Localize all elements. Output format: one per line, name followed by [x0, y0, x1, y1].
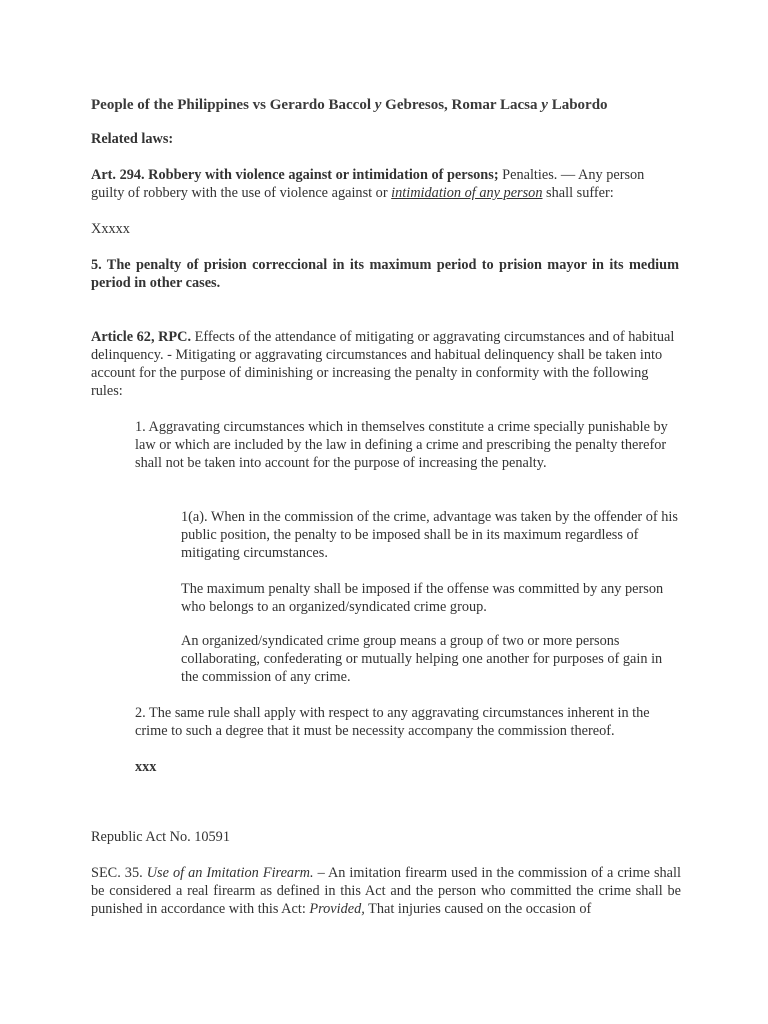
- rule-1a: 1(a). When in the commission of the crime, advantage was taken by the offender of his public position, the penalty to be imposed shall be in its maximum regardless of mitigating circumstances.: [181, 509, 678, 561]
- rule-1a-maximum-penalty: The maximum penalty shall be imposed if the offense was committed by any person who belongs to an organized/syndicated crime group.: [181, 581, 664, 615]
- ellipsis-xxxxx: Xxxxx: [91, 221, 130, 237]
- rule-2: 2. The same rule shall apply with respect to any aggravating circumstances inherent in the crime to such a degree that it must be necessity accompany the commission thereof.: [135, 705, 650, 739]
- republic-act-heading: Republic Act No. 10591: [91, 829, 230, 845]
- sec-35-paragraph: SEC. 35. Use of an Imitation Firearm. – An imitation firearm used in the commission of a crime shall be considered a real firearm as defined in this Act and the person who committed the crime shall be punished in accordance with this Act: Provided, That injuries caused on the occasion of: [91, 865, 681, 917]
- ellipsis-xxx: xxx: [135, 759, 157, 775]
- art-294-paragraph: Art. 294. Robbery with violence against or intimidation of persons; Penalties. — Any person guilty of robbery with the use of violence against or intimidation of any person shall suffer:: [91, 167, 645, 201]
- related-laws-heading: Related laws:: [91, 131, 174, 147]
- rule-1a-definition: An organized/syndicated crime group means a group of two or more persons collaborating, confederating or mutually helping one another for purposes of gain in the commission of any crime.: [181, 633, 663, 685]
- article-62-paragraph: Article 62, RPC. Effects of the attendance of mitigating or aggravating circumstances and of habitual delinquency. - Mitigating or aggravating circumstances and habitual delinquency shall be taken into account for the purpose of diminishing or increasing the penalty in conformity with the following rules:: [91, 329, 675, 399]
- case-title: People of the Philippines vs Gerardo Baccol y Gebresos, Romar Lacsa y Labordo: [91, 97, 608, 113]
- rule-1: 1. Aggravating circumstances which in themselves constitute a crime specially punishable by law or which are included by the law in defining a crime and prescribing the penalty therefor shall not be taken into account for the purpose of increasing the penalty.: [135, 419, 668, 471]
- penalty-clause-5: 5. The penalty of prision correccional in its maximum period to prision mayor in its medium period in other cases.: [91, 257, 679, 291]
